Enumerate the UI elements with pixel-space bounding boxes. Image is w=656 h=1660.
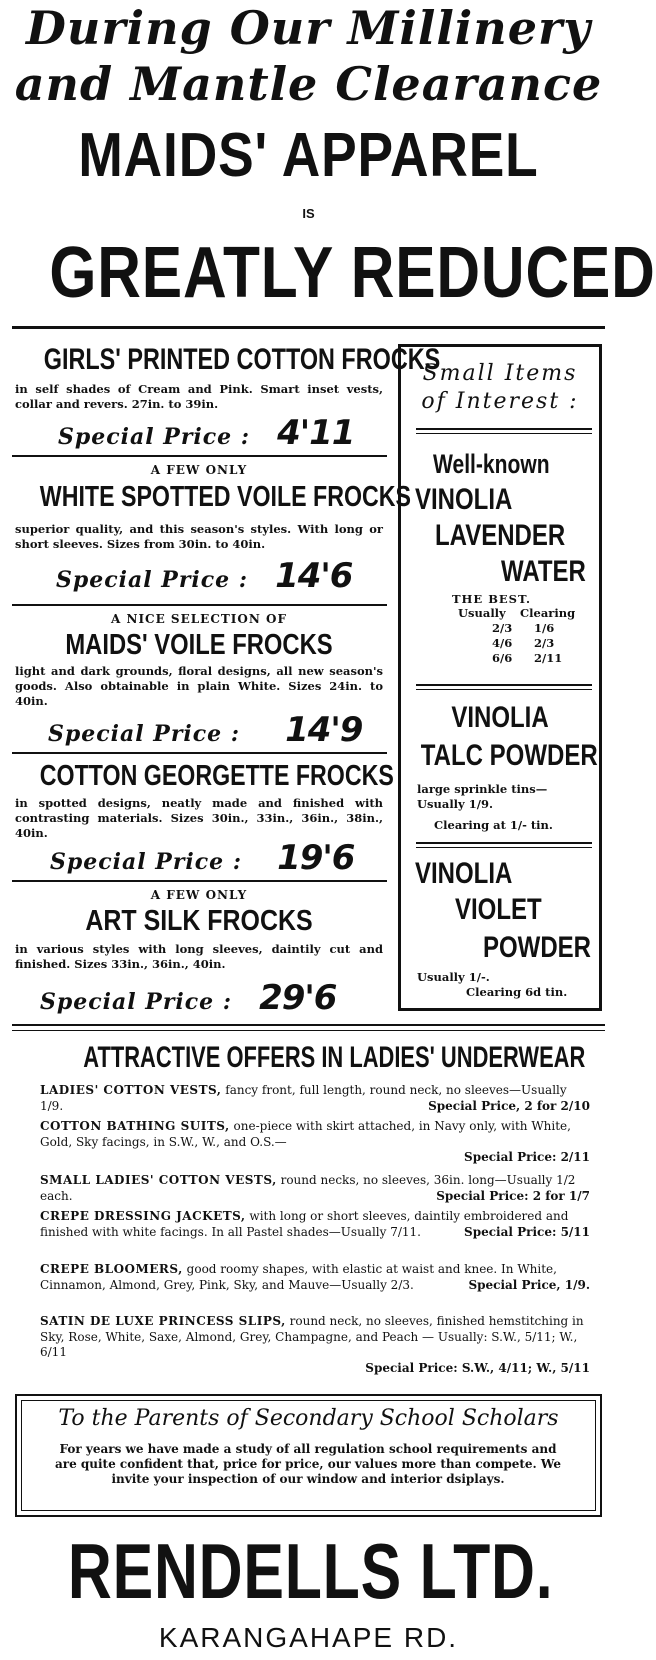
violet-line-2-wrap — [401, 892, 599, 928]
underwear-item-2 — [40, 1119, 590, 1166]
frock-4-price: 19'6 — [277, 838, 355, 878]
lavender-price-table — [458, 606, 580, 666]
underwear-item-2-text: one-piece with skirt attached, in Navy only, with White, Gold, Sky facings, in S.W., W., and O.S.— — [40, 1119, 571, 1149]
lavender-line-1-wrap — [401, 446, 599, 482]
frock-5-title: ART SILK FROCKS — [85, 905, 313, 937]
small-items-heading-2: of Interest : — [421, 389, 579, 414]
small-items-heading-1: Small Items — [422, 361, 578, 386]
violet-line-1-wrap — [401, 856, 599, 892]
frock-3-desc: light and dark grounds, floral designs, all new season's goods. Also obtainable in plain White. Sizes 24in. to 40in. — [15, 664, 383, 708]
underwear-item-6-price: Special Price: S.W., 4/11; W., 5/11 — [365, 1360, 590, 1375]
frock-divider-4 — [12, 880, 387, 882]
talc-clearing: Clearing at 1/- tin. — [434, 818, 553, 832]
talc-line-1-wrap — [401, 700, 599, 736]
frock-divider-2 — [12, 604, 387, 606]
underwear-item-4-price: Special Price: 5/11 — [464, 1225, 590, 1239]
underwear-divider-a — [12, 1024, 605, 1026]
frock-1-title: GIRLS' PRINTED COTTON FROCKS — [43, 343, 441, 376]
lavender-table-row — [458, 651, 580, 666]
parents-title: To the Parents of Secondary School Scholars — [58, 1406, 559, 1431]
frock-4-price-label: Special Price : — [50, 849, 242, 875]
frock-1-title-wrap — [0, 340, 441, 380]
underwear-item-4 — [40, 1209, 590, 1241]
underwear-item-6-name: SATIN DE LUXE PRINCESS SLIPS, — [40, 1314, 286, 1328]
underwear-item-2-price: Special Price: 2/11 — [464, 1150, 590, 1164]
underwear-divider-b — [12, 1030, 605, 1031]
frock-2-price-row — [56, 556, 352, 596]
frock-3-price-row — [48, 710, 362, 750]
talc-line-2-wrap — [401, 738, 599, 774]
frock-3-title: MAIDS' VOILE FROCKS — [65, 629, 333, 661]
frock-4-desc: in spotted designs, neatly made and finished with contrasting materials. Sizes 30in., 33in., 36in., 38in., 40in. — [15, 796, 383, 840]
frock-1-price-label: Special Price : — [58, 424, 250, 450]
underwear-title: ATTRACTIVE OFFERS IN LADIES' UNDERWEAR — [83, 1041, 586, 1074]
talc-line-1: VINOLIA — [451, 701, 549, 734]
header-reduced-wrap — [0, 230, 656, 316]
frock-divider-1 — [12, 455, 387, 457]
header-line-1: During Our Millinery — [26, 1, 591, 55]
frock-1-price-row — [58, 413, 354, 453]
small-items-divider-2b — [416, 689, 592, 690]
lavender-col-clearing: Clearing — [520, 606, 576, 620]
underwear-item-6-text: round neck, no sleeves, finished hemstitching in Sky, Rose, White, Saxe, Almond, Grey, Champagne, and Peach — Usually: S.W., 5/11; W., 6/11 — [40, 1314, 584, 1359]
small-items-divider-2a — [416, 684, 592, 686]
underwear-item-1-name: LADIES' COTTON VESTS, — [40, 1083, 222, 1097]
underwear-item-3 — [40, 1173, 590, 1205]
small-items-divider-3a — [416, 842, 592, 844]
frock-5-price: 29'6 — [259, 978, 337, 1018]
frock-2-desc: superior quality, and this season's styles. With long or short sleeves. Sizes from 30in. to 40in. — [15, 522, 383, 551]
frock-5-title-wrap — [0, 902, 398, 940]
underwear-item-3-name: SMALL LADIES' COTTON VESTS, — [40, 1173, 277, 1187]
small-items-divider-3b — [416, 847, 592, 848]
violet-line-3-wrap — [401, 930, 599, 966]
talc-line-2: TALC POWDER — [420, 739, 598, 772]
lavender-line-3: LAVENDER — [435, 519, 566, 552]
lavender-line-4: WATER — [501, 555, 586, 588]
underwear-item-4-name: CREPE DRESSING JACKETS, — [40, 1209, 246, 1223]
frock-4-title: COTTON GEORGETTE FROCKS — [39, 760, 394, 792]
underwear-item-5-name: CREPE BLOOMERS, — [40, 1262, 183, 1276]
lavender-table-row — [458, 621, 580, 636]
frock-2-title-wrap — [0, 478, 412, 516]
frock-5-kicker: A FEW ONLY — [150, 888, 248, 902]
lavender-line-4-wrap — [401, 554, 599, 590]
violet-line-1: VINOLIA — [415, 857, 513, 890]
underwear-item-5-price: Special Price, 1/9. — [468, 1278, 590, 1292]
parents-body: For years we have made a study of all regulation school requirements and are quite confident that, price for price, our values more than compete. We invite your inspection of our window and interior dsiplays. — [54, 1442, 562, 1486]
lavender-line-2-wrap — [401, 482, 599, 518]
frock-2-title: WHITE SPOTTED VOILE FROCKS — [39, 481, 412, 513]
violet-clearing: Clearing 6d tin. — [466, 985, 568, 999]
frock-1-desc: in self shades of Cream and Pink. Smart inset vests, collar and revers. 27in. to 39in. — [15, 382, 383, 411]
underwear-item-1-price: Special Price, 2 for 2/10 — [428, 1099, 590, 1113]
underwear-item-2-name: COTTON BATHING SUITS, — [40, 1119, 230, 1133]
header-maids-apparel: MAIDS' APPAREL — [78, 121, 539, 190]
frock-5-desc: in various styles with long sleeves, daintily cut and finished. Sizes 33in., 36in., 40in. — [15, 942, 383, 971]
lavender-row-1-clearing: 1/6 — [534, 621, 555, 635]
frock-3-price: 14'9 — [285, 710, 363, 750]
footer-store-name: RENDELLS LTD. — [67, 1527, 554, 1615]
violet-line-2: VIOLET — [455, 893, 542, 926]
lavender-line-1: Well-known — [433, 449, 550, 479]
frock-4-title-wrap — [0, 757, 398, 795]
violet-line-3: POWDER — [483, 931, 591, 964]
frock-4-price-row — [50, 838, 354, 878]
frock-3-title-wrap — [0, 626, 398, 664]
footer-address: KARANGAHAPE RD. — [158, 1622, 459, 1653]
frock-5-price-row — [40, 978, 336, 1018]
frock-2-price-label: Special Price : — [56, 567, 248, 593]
header-greatly-reduced: GREATLY REDUCED — [49, 233, 656, 313]
lavender-col-usually: Usually — [458, 606, 506, 620]
underwear-item-1 — [40, 1083, 590, 1115]
frock-2-kicker: A FEW ONLY — [150, 463, 248, 477]
lavender-line-2: VINOLIA — [415, 483, 513, 516]
lavender-row-1-usually: 2/3 — [492, 621, 513, 635]
underwear-title-wrap — [0, 1038, 617, 1078]
frock-3-price-label: Special Price : — [48, 721, 240, 747]
frock-3-kicker: A NICE SELECTION OF — [110, 612, 287, 626]
frock-2-price: 14'6 — [275, 556, 353, 596]
header-is: IS — [302, 206, 315, 221]
frock-divider-3 — [12, 752, 387, 754]
lavender-line-3-wrap — [401, 518, 599, 554]
header-maids-wrap — [0, 118, 617, 194]
footer-store-wrap — [0, 1525, 617, 1617]
small-items-divider-1b — [416, 433, 592, 434]
lavender-tagline: THE BEST. — [452, 592, 532, 606]
header-line-2: and Mantle Clearance — [14, 57, 603, 111]
underwear-item-3-price: Special Price: 2 for 1/7 — [436, 1189, 590, 1203]
lavender-row-2-clearing: 2/3 — [534, 636, 555, 650]
lavender-row-3-usually: 6/6 — [492, 651, 513, 665]
lavender-table-row — [458, 636, 580, 651]
lavender-row-3-clearing: 2/11 — [534, 651, 563, 665]
underwear-item-3-text: round necks, no sleeves, 36in. long—Usually 1/2 each. — [40, 1173, 576, 1203]
underwear-item-6 — [40, 1314, 590, 1376]
underwear-item-5 — [40, 1262, 590, 1294]
underwear-item-1-text: fancy front, full length, round neck, no sleeves—Usually 1/9. — [40, 1083, 567, 1113]
lavender-table-header — [458, 606, 580, 621]
underwear-item-4-text: with long or short sleeves, daintily embroidered and finished with white facings. In all Pastel shades—Usually 7/11. — [40, 1209, 569, 1239]
frock-1-price: 4'11 — [277, 413, 355, 453]
talc-desc: large sprinkle tins— Usually 1/9. — [417, 782, 548, 811]
frock-5-price-label: Special Price : — [40, 989, 232, 1015]
underwear-item-5-text: good roomy shapes, with elastic at waist and knee. In White, Cinnamon, Almond, Grey, Pink, Sky, and Mauve—Usually 2/3. — [40, 1262, 557, 1292]
lavender-row-2-usually: 4/6 — [492, 636, 513, 650]
small-items-divider-1a — [416, 428, 592, 430]
violet-desc: Usually 1/-. — [417, 970, 490, 984]
header-divider — [12, 326, 605, 329]
